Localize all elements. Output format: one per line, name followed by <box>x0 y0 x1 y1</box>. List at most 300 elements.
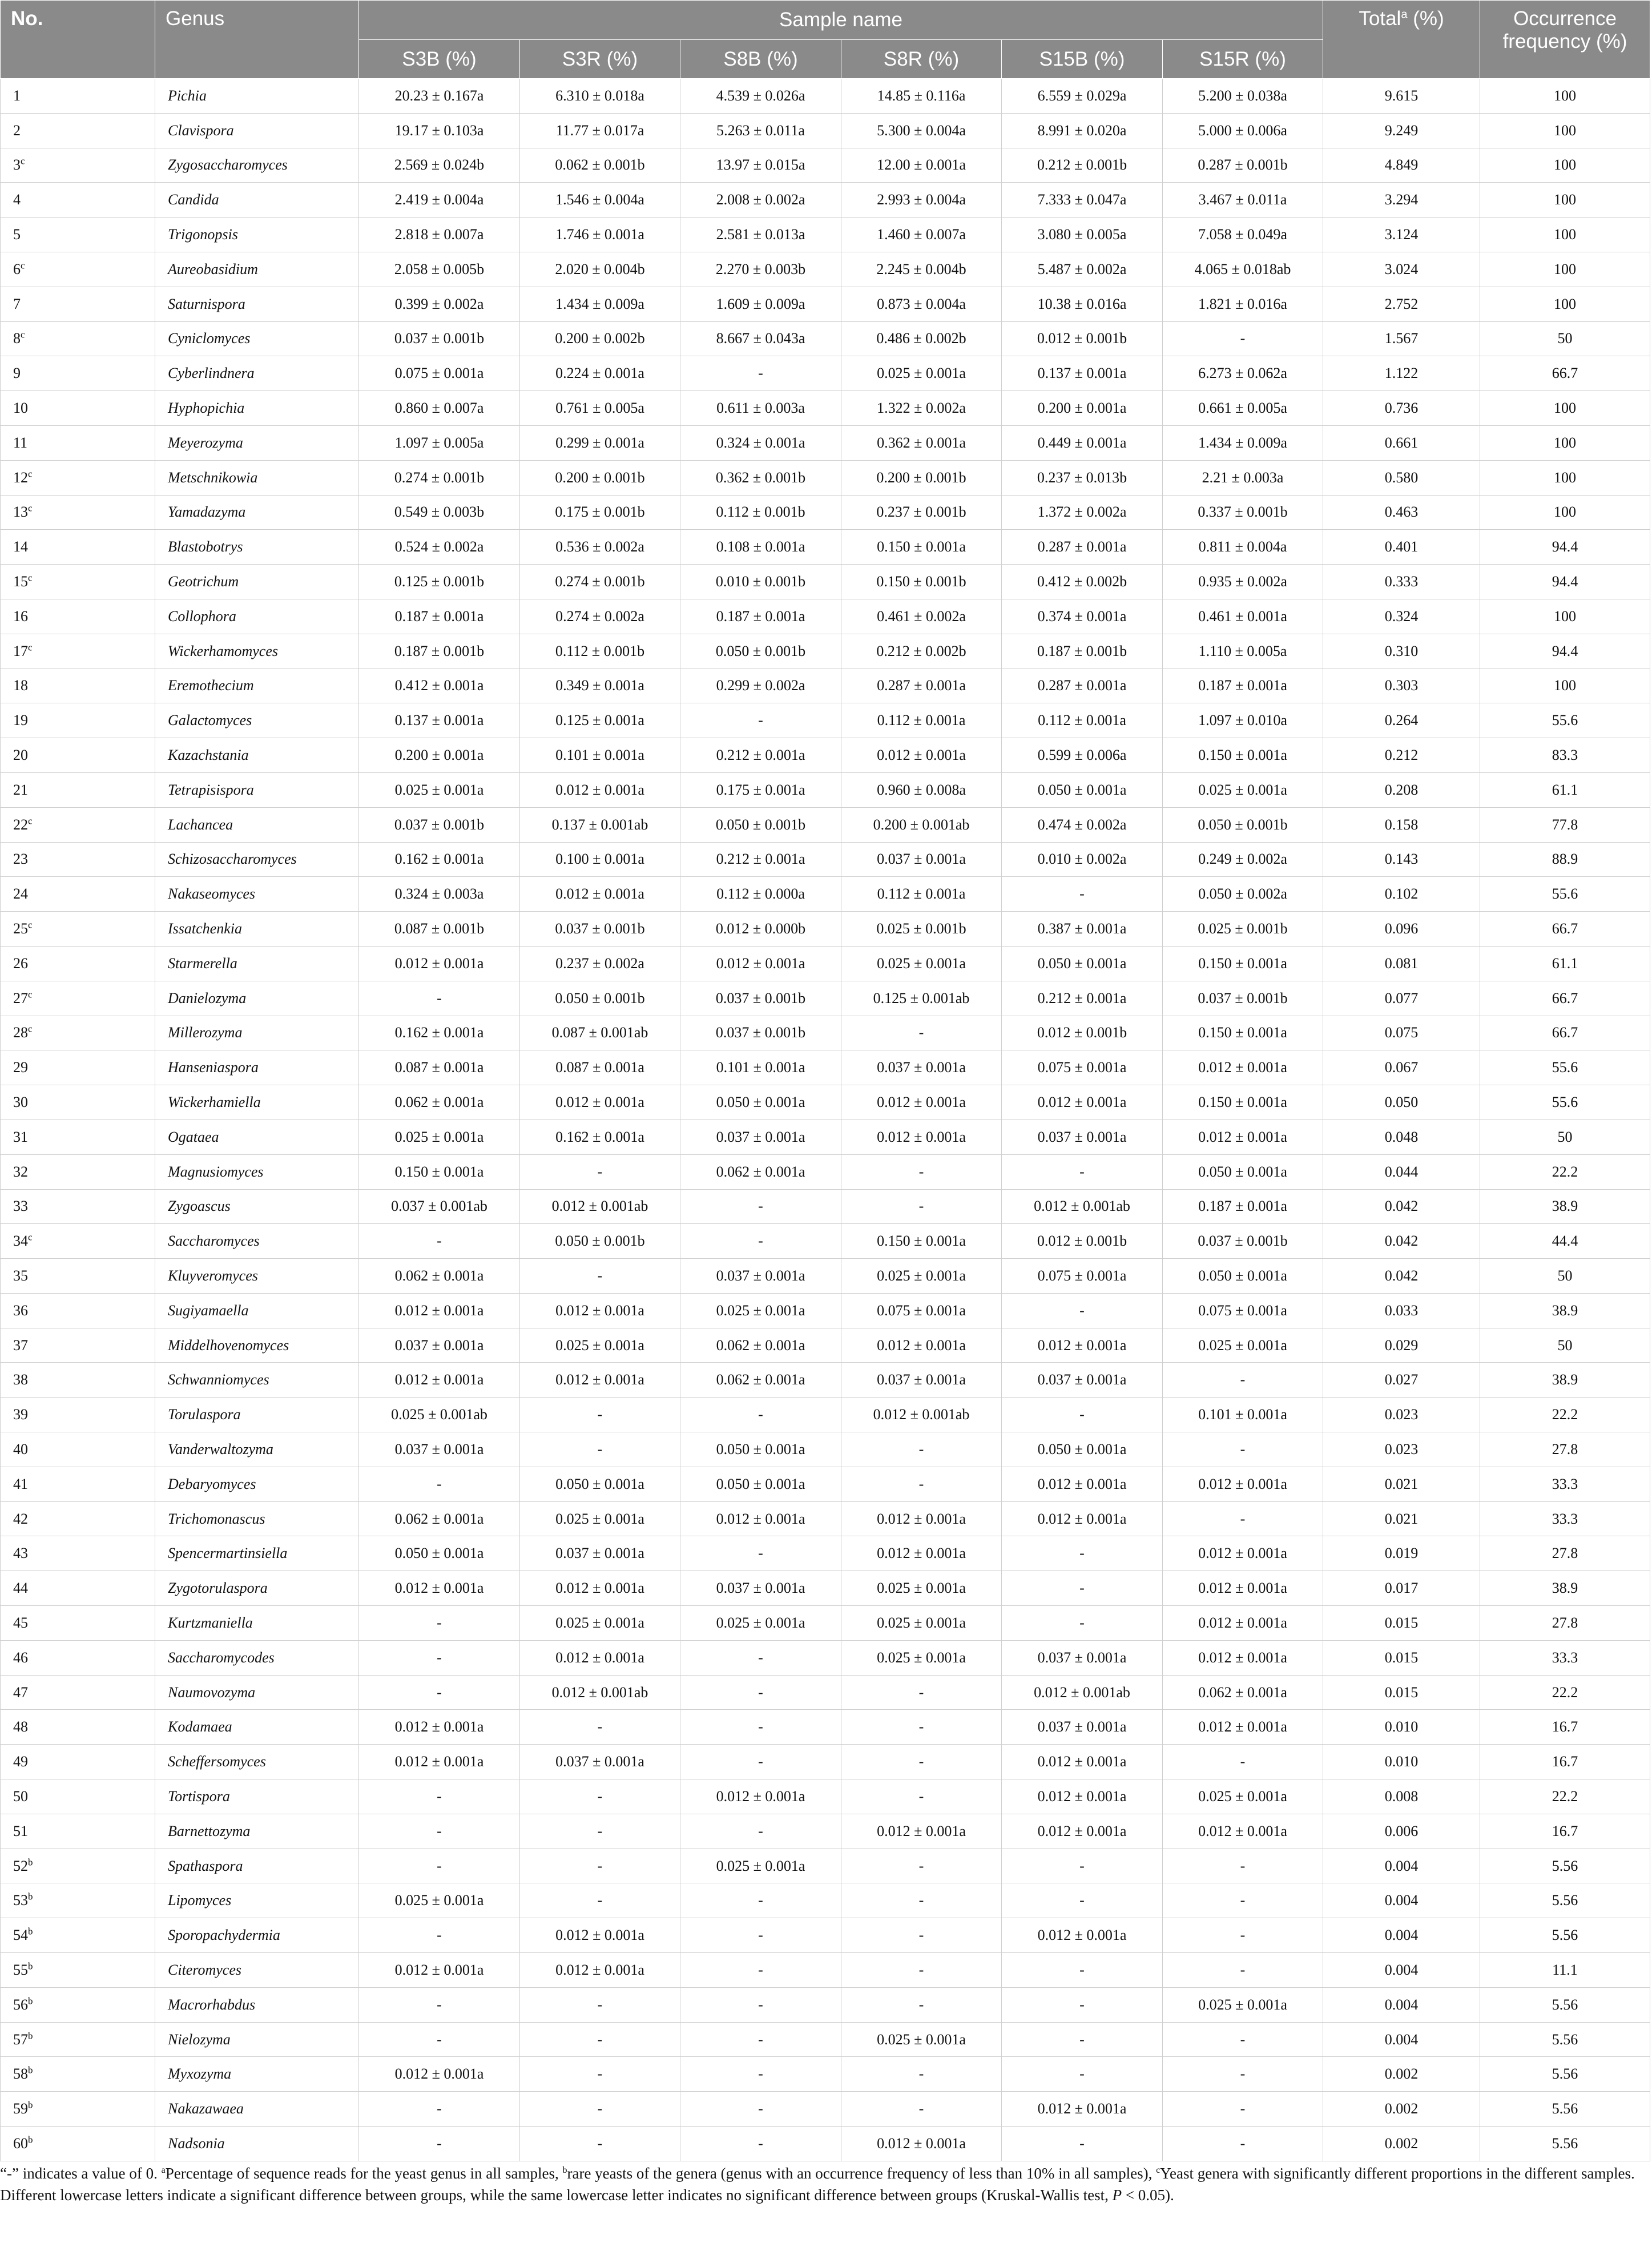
table-row <box>1 1363 1650 1398</box>
cell-s15r: 0.050 ± 0.001b <box>1163 807 1323 842</box>
cell-s15r: 0.037 ± 0.001b <box>1163 1224 1323 1259</box>
cell-s15b: - <box>1002 1398 1163 1432</box>
cell-s15b: 0.200 ± 0.001a <box>1002 391 1163 426</box>
cell-s15r: 0.249 ± 0.002a <box>1163 842 1323 877</box>
row-number: 7 <box>13 295 21 312</box>
cell-s8r: - <box>841 1154 1002 1189</box>
cell-s3b: 2.419 ± 0.004a <box>359 183 520 218</box>
cell-s3r: 0.025 ± 0.001a <box>520 1328 680 1363</box>
table-row <box>1 1189 1650 1224</box>
cell-s3b: 0.137 ± 0.001a <box>359 703 520 738</box>
cell-genus: Metschnikowia <box>155 460 359 495</box>
cell-total: 2.752 <box>1323 287 1480 321</box>
cell-no <box>1 1675 155 1710</box>
table-row <box>1 252 1650 287</box>
cell-s15b: 0.012 ± 0.001ab <box>1002 1675 1163 1710</box>
table-row <box>1 1536 1650 1571</box>
cell-s8b: 0.037 ± 0.001b <box>680 981 841 1016</box>
cell-genus: Nakazawaea <box>155 2092 359 2127</box>
cell-genus: Starmerella <box>155 946 359 981</box>
cell-total: 0.019 <box>1323 1536 1480 1571</box>
cell-s3r: 0.050 ± 0.001a <box>520 1467 680 1501</box>
cell-s8b: 2.270 ± 0.003b <box>680 252 841 287</box>
cell-s8b: - <box>680 1189 841 1224</box>
cell-s15r: 0.050 ± 0.001a <box>1163 1259 1323 1294</box>
cell-s3b: 0.200 ± 0.001a <box>359 738 520 773</box>
cell-s3r: 0.274 ± 0.001b <box>520 565 680 599</box>
cell-s8b: 0.062 ± 0.001a <box>680 1328 841 1363</box>
row-number: 26 <box>13 955 28 972</box>
cell-genus: Yamadazyma <box>155 495 359 530</box>
cell-total: 0.004 <box>1323 1918 1480 1953</box>
cell-occurrence: 5.56 <box>1480 2022 1650 2057</box>
cell-genus: Nakaseomyces <box>155 877 359 912</box>
footnote-sup-a: a <box>161 2165 166 2175</box>
cell-occurrence: 5.56 <box>1480 1918 1650 1953</box>
cell-genus: Schizosaccharomyces <box>155 842 359 877</box>
cell-no <box>1 1363 155 1398</box>
cell-occurrence: 50 <box>1480 1259 1650 1294</box>
table-row <box>1 1016 1650 1050</box>
cell-s8r: 0.025 ± 0.001a <box>841 1640 1002 1675</box>
cell-no <box>1 2022 155 2057</box>
cell-s3r: - <box>520 2127 680 2161</box>
cell-s3b: 0.549 ± 0.003b <box>359 495 520 530</box>
cell-s15b: 3.080 ± 0.005a <box>1002 218 1163 252</box>
row-number: 38 <box>13 1371 28 1388</box>
cell-s15r: 0.287 ± 0.001b <box>1163 148 1323 183</box>
cell-no <box>1 1918 155 1953</box>
cell-total: 3.294 <box>1323 183 1480 218</box>
cell-s15b: 0.012 ± 0.001b <box>1002 1224 1163 1259</box>
row-number: 22 <box>13 816 28 833</box>
cell-occurrence: 55.6 <box>1480 877 1650 912</box>
cell-s15r: 0.012 ± 0.001a <box>1163 1050 1323 1085</box>
row-number: 39 <box>13 1406 28 1423</box>
cell-s15r: 0.150 ± 0.001a <box>1163 946 1323 981</box>
cell-s3b: 20.23 ± 0.167a <box>359 79 520 114</box>
cell-s3b: - <box>359 1606 520 1641</box>
cell-s15b: 0.012 ± 0.001a <box>1002 1085 1163 1120</box>
cell-s15r: 6.273 ± 0.062a <box>1163 356 1323 391</box>
cell-s3b: - <box>359 1918 520 1953</box>
cell-s15b: 0.287 ± 0.001a <box>1002 530 1163 565</box>
cell-total: 1.122 <box>1323 356 1480 391</box>
cell-s8b: - <box>680 1640 841 1675</box>
cell-genus: Hyphopichia <box>155 391 359 426</box>
cell-s15b: - <box>1002 1536 1163 1571</box>
cell-no <box>1 2127 155 2161</box>
cell-s8r: 0.237 ± 0.001b <box>841 495 1002 530</box>
table-row <box>1 1779 1650 1814</box>
cell-occurrence: 83.3 <box>1480 738 1650 773</box>
header-total <box>1323 1 1480 79</box>
cell-total: 0.401 <box>1323 530 1480 565</box>
cell-s8r: 0.461 ± 0.002a <box>841 599 1002 634</box>
cell-s15b: 0.012 ± 0.001a <box>1002 1814 1163 1849</box>
cell-occurrence: 100 <box>1480 391 1650 426</box>
table-row <box>1 113 1650 148</box>
table-row <box>1 946 1650 981</box>
cell-total: 0.077 <box>1323 981 1480 1016</box>
cell-s8b: 0.212 ± 0.001a <box>680 842 841 877</box>
cell-s15b: 0.474 ± 0.002a <box>1002 807 1163 842</box>
cell-occurrence: 100 <box>1480 79 1650 114</box>
row-number: 12 <box>13 469 28 486</box>
cell-no <box>1 425 155 460</box>
cell-s8r: 0.025 ± 0.001a <box>841 1571 1002 1606</box>
cell-s3r: 0.200 ± 0.001b <box>520 460 680 495</box>
table-row <box>1 1710 1650 1745</box>
row-number: 29 <box>13 1059 28 1076</box>
row-number: 31 <box>13 1128 28 1145</box>
header-no: No. <box>1 1 155 79</box>
cell-occurrence: 55.6 <box>1480 703 1650 738</box>
row-number: 8 <box>13 330 21 347</box>
cell-genus: Lachancea <box>155 807 359 842</box>
row-number: 20 <box>13 747 28 764</box>
cell-genus: Millerozyma <box>155 1016 359 1050</box>
cell-total: 0.102 <box>1323 877 1480 912</box>
row-number: 41 <box>13 1475 28 1492</box>
row-number: 34 <box>13 1233 28 1250</box>
row-number: 44 <box>13 1580 28 1597</box>
table-row <box>1 1640 1650 1675</box>
cell-genus: Cyberlindnera <box>155 356 359 391</box>
cell-s3r: - <box>520 1710 680 1745</box>
cell-genus: Issatchenkia <box>155 912 359 947</box>
cell-s3b: 0.187 ± 0.001a <box>359 599 520 634</box>
cell-total: 0.736 <box>1323 391 1480 426</box>
cell-genus: Torulaspora <box>155 1398 359 1432</box>
cell-s3b: 0.125 ± 0.001b <box>359 565 520 599</box>
cell-s15b: 0.112 ± 0.001a <box>1002 703 1163 738</box>
table-row <box>1 599 1650 634</box>
table-row <box>1 912 1650 947</box>
row-note-marker: b <box>28 1995 33 2007</box>
cell-s8b: 0.025 ± 0.001a <box>680 1606 841 1641</box>
cell-s15r: - <box>1163 1918 1323 1953</box>
cell-s15b: 0.212 ± 0.001b <box>1002 148 1163 183</box>
cell-s8b: 2.008 ± 0.002a <box>680 183 841 218</box>
cell-no <box>1 1779 155 1814</box>
cell-occurrence: 100 <box>1480 252 1650 287</box>
cell-genus: Wickerhamiella <box>155 1085 359 1120</box>
cell-s3r: 0.025 ± 0.001a <box>520 1501 680 1536</box>
table-row <box>1 1467 1650 1501</box>
row-number: 5 <box>13 226 21 243</box>
cell-s8b: 0.037 ± 0.001a <box>680 1571 841 1606</box>
cell-s8r: - <box>841 2057 1002 2092</box>
cell-total: 0.143 <box>1323 842 1480 877</box>
cell-genus: Danielozyma <box>155 981 359 1016</box>
cell-s8r: 0.012 ± 0.001a <box>841 1501 1002 1536</box>
row-number: 4 <box>13 191 21 208</box>
cell-s3r: - <box>520 1849 680 1883</box>
cell-s15r: 1.110 ± 0.005a <box>1163 634 1323 669</box>
table-row <box>1 287 1650 321</box>
cell-s8b: 2.581 ± 0.013a <box>680 218 841 252</box>
cell-s3r: 0.012 ± 0.001a <box>520 1293 680 1328</box>
cell-s8b: 0.012 ± 0.001a <box>680 1779 841 1814</box>
cell-s15b: 0.012 ± 0.001a <box>1002 1779 1163 1814</box>
cell-s3b: 0.025 ± 0.001a <box>359 1120 520 1154</box>
cell-s8b: 0.025 ± 0.001a <box>680 1849 841 1883</box>
cell-total: 0.010 <box>1323 1745 1480 1779</box>
cell-s8r: 0.212 ± 0.002b <box>841 634 1002 669</box>
table-row <box>1 425 1650 460</box>
cell-occurrence: 100 <box>1480 669 1650 703</box>
cell-s15r: - <box>1163 2057 1323 2092</box>
cell-s8b: 0.187 ± 0.001a <box>680 599 841 634</box>
cell-no <box>1 183 155 218</box>
cell-total: 0.067 <box>1323 1050 1480 1085</box>
cell-s15b: 0.012 ± 0.001a <box>1002 1918 1163 1953</box>
cell-s8b: 5.263 ± 0.011a <box>680 113 841 148</box>
cell-s3b: 2.818 ± 0.007a <box>359 218 520 252</box>
footnote-sup-b: b <box>562 2165 567 2175</box>
cell-s3r: 0.050 ± 0.001b <box>520 1224 680 1259</box>
cell-s8r: - <box>841 1432 1002 1467</box>
cell-s3b: - <box>359 1675 520 1710</box>
cell-no <box>1 1120 155 1154</box>
table-row <box>1 1224 1650 1259</box>
cell-s8b: 0.324 ± 0.001a <box>680 425 841 460</box>
cell-s8b: 0.010 ± 0.001b <box>680 565 841 599</box>
cell-s8r: - <box>841 1675 1002 1710</box>
row-note-marker: b <box>28 1891 33 1902</box>
cell-s3r: 0.087 ± 0.001ab <box>520 1016 680 1050</box>
cell-no <box>1 634 155 669</box>
cell-s8b: - <box>680 1987 841 2022</box>
cell-s8r: 0.025 ± 0.001a <box>841 1606 1002 1641</box>
row-note-marker: b <box>28 1926 33 1937</box>
header-col-s8b: S8B (%) <box>680 40 841 79</box>
row-number: 28 <box>13 1024 28 1041</box>
cell-s3b: 0.087 ± 0.001a <box>359 1050 520 1085</box>
cell-genus: Magnusiomyces <box>155 1154 359 1189</box>
cell-s3r: 0.012 ± 0.001a <box>520 1953 680 1988</box>
cell-occurrence: 50 <box>1480 1328 1650 1363</box>
cell-occurrence: 100 <box>1480 113 1650 148</box>
table-row <box>1 2127 1650 2161</box>
table-row <box>1 1293 1650 1328</box>
cell-s8r: 0.012 ± 0.001a <box>841 1120 1002 1154</box>
table-row <box>1 1987 1650 2022</box>
row-number: 53 <box>13 1892 28 1909</box>
cell-s15b: - <box>1002 1953 1163 1988</box>
table-row <box>1 218 1650 252</box>
cell-s15b: 0.037 ± 0.001a <box>1002 1120 1163 1154</box>
cell-genus: Galactomyces <box>155 703 359 738</box>
cell-s15r: 0.811 ± 0.004a <box>1163 530 1323 565</box>
cell-s15r: 0.050 ± 0.002a <box>1163 877 1323 912</box>
table-row <box>1 1571 1650 1606</box>
table-row <box>1 2092 1650 2127</box>
header-col-s3r: S3R (%) <box>520 40 680 79</box>
cell-s3b: 0.012 ± 0.001a <box>359 1363 520 1398</box>
cell-s15b: 6.559 ± 0.029a <box>1002 79 1163 114</box>
row-note-marker: c <box>28 815 33 826</box>
cell-s8r: 0.012 ± 0.001a <box>841 738 1002 773</box>
cell-s8b: - <box>680 1224 841 1259</box>
cell-s8r: 0.112 ± 0.001a <box>841 703 1002 738</box>
cell-s3r: 0.012 ± 0.001ab <box>520 1189 680 1224</box>
cell-s8b: 0.101 ± 0.001a <box>680 1050 841 1085</box>
cell-occurrence: 27.8 <box>1480 1432 1650 1467</box>
cell-s15r: 0.461 ± 0.001a <box>1163 599 1323 634</box>
cell-no <box>1 946 155 981</box>
row-note-marker: c <box>28 1023 33 1034</box>
cell-s8r: 1.460 ± 0.007a <box>841 218 1002 252</box>
cell-s8r: - <box>841 1745 1002 1779</box>
cell-no <box>1 252 155 287</box>
cell-s15r: 2.21 ± 0.003a <box>1163 460 1323 495</box>
cell-s15r: 0.150 ± 0.001a <box>1163 738 1323 773</box>
cell-s8b: 8.667 ± 0.043a <box>680 321 841 356</box>
cell-s8b: - <box>680 1710 841 1745</box>
cell-total: 0.096 <box>1323 912 1480 947</box>
cell-s8r: - <box>841 1849 1002 1883</box>
cell-total: 0.023 <box>1323 1432 1480 1467</box>
cell-s3r: 0.012 ± 0.001a <box>520 772 680 807</box>
cell-s8b: 0.062 ± 0.001a <box>680 1154 841 1189</box>
cell-s8b: 1.609 ± 0.009a <box>680 287 841 321</box>
cell-genus: Macrorhabdus <box>155 1987 359 2022</box>
row-number: 11 <box>13 434 28 451</box>
row-number: 35 <box>13 1267 28 1284</box>
row-note-marker: c <box>28 1231 33 1243</box>
cell-s3b: 0.012 ± 0.001a <box>359 1571 520 1606</box>
cell-no <box>1 1259 155 1294</box>
row-number: 24 <box>13 885 28 903</box>
cell-s3b: 0.062 ± 0.001a <box>359 1085 520 1120</box>
cell-no <box>1 1467 155 1501</box>
cell-total: 0.042 <box>1323 1259 1480 1294</box>
cell-genus: Candida <box>155 183 359 218</box>
cell-genus: Tetrapisispora <box>155 772 359 807</box>
cell-s15b: 0.075 ± 0.001a <box>1002 1259 1163 1294</box>
cell-s8r: 0.025 ± 0.001a <box>841 946 1002 981</box>
cell-s8b: 0.112 ± 0.000a <box>680 877 841 912</box>
cell-genus: Scheffersomyces <box>155 1745 359 1779</box>
cell-genus: Clavispora <box>155 113 359 148</box>
cell-s8b: 0.012 ± 0.001a <box>680 946 841 981</box>
cell-total: 4.849 <box>1323 148 1480 183</box>
cell-s8b: 0.212 ± 0.001a <box>680 738 841 773</box>
row-number: 17 <box>13 642 28 659</box>
cell-genus: Zygotorulaspora <box>155 1571 359 1606</box>
cell-s3b: 0.860 ± 0.007a <box>359 391 520 426</box>
cell-s3b: 0.037 ± 0.001a <box>359 1432 520 1467</box>
table-row <box>1 2022 1650 2057</box>
table-row <box>1 807 1650 842</box>
cell-total: 0.004 <box>1323 2022 1480 2057</box>
header-occurrence: Occurrence frequency (%) <box>1480 1 1650 79</box>
cell-s8b: - <box>680 1953 841 1988</box>
cell-s3r: 0.761 ± 0.005a <box>520 391 680 426</box>
cell-no <box>1 1745 155 1779</box>
cell-no <box>1 1293 155 1328</box>
cell-s8b: - <box>680 2127 841 2161</box>
table-row <box>1 1745 1650 1779</box>
table-row <box>1 1814 1650 1849</box>
table-row <box>1 981 1650 1016</box>
cell-s8r: 0.025 ± 0.001b <box>841 912 1002 947</box>
cell-no <box>1 1536 155 1571</box>
cell-occurrence: 22.2 <box>1480 1675 1650 1710</box>
row-number: 45 <box>13 1614 28 1631</box>
cell-s3r: 0.012 ± 0.001ab <box>520 1675 680 1710</box>
row-number: 13 <box>13 504 28 521</box>
cell-s3r: 11.77 ± 0.017a <box>520 113 680 148</box>
row-number: 15 <box>13 573 28 590</box>
cell-occurrence: 66.7 <box>1480 912 1650 947</box>
cell-genus: Middelhovenomyces <box>155 1328 359 1363</box>
footnote <box>0 2163 1644 2206</box>
row-number: 46 <box>13 1649 28 1666</box>
row-number: 37 <box>13 1336 28 1354</box>
cell-no <box>1 807 155 842</box>
cell-s8r: 2.993 ± 0.004a <box>841 183 1002 218</box>
table-row <box>1 148 1650 183</box>
cell-s3r: 0.349 ± 0.001a <box>520 669 680 703</box>
cell-no <box>1 1085 155 1120</box>
table-row <box>1 2057 1650 2092</box>
cell-total: 0.580 <box>1323 460 1480 495</box>
cell-s3b: 0.324 ± 0.003a <box>359 877 520 912</box>
cell-no <box>1 287 155 321</box>
cell-s15r: 5.200 ± 0.038a <box>1163 79 1323 114</box>
cell-s8r: 0.025 ± 0.001a <box>841 356 1002 391</box>
cell-s3b: 0.150 ± 0.001a <box>359 1154 520 1189</box>
cell-occurrence: 38.9 <box>1480 1363 1650 1398</box>
cell-occurrence: 100 <box>1480 495 1650 530</box>
row-number: 42 <box>13 1510 28 1527</box>
row-number: 40 <box>13 1440 28 1457</box>
table-row <box>1 842 1650 877</box>
cell-occurrence: 33.3 <box>1480 1640 1650 1675</box>
cell-total: 0.004 <box>1323 1953 1480 1988</box>
table-row <box>1 1606 1650 1641</box>
cell-s15r: 1.434 ± 0.009a <box>1163 425 1323 460</box>
header-col-s15r: S15R (%) <box>1163 40 1323 79</box>
cell-s15b: 0.012 ± 0.001b <box>1002 321 1163 356</box>
cell-s8r: 0.200 ± 0.001b <box>841 460 1002 495</box>
row-number: 9 <box>13 365 21 382</box>
row-note-marker: c <box>28 641 33 653</box>
cell-s15r: 5.000 ± 0.006a <box>1163 113 1323 148</box>
table-row <box>1 669 1650 703</box>
cell-s3b: 0.162 ± 0.001a <box>359 842 520 877</box>
row-number: 36 <box>13 1302 28 1319</box>
cell-s15r: - <box>1163 1363 1323 1398</box>
cell-s15b: 0.037 ± 0.001a <box>1002 1363 1163 1398</box>
cell-occurrence: 5.56 <box>1480 1883 1650 1918</box>
cell-genus: Meyerozyma <box>155 425 359 460</box>
cell-s8r: 5.300 ± 0.004a <box>841 113 1002 148</box>
row-note-marker: c <box>21 329 25 340</box>
table-row <box>1 1883 1650 1918</box>
cell-no <box>1 218 155 252</box>
cell-total: 0.212 <box>1323 738 1480 773</box>
row-note-marker: c <box>28 572 33 583</box>
cell-s8r: 0.025 ± 0.001a <box>841 2022 1002 2057</box>
cell-total: 1.567 <box>1323 321 1480 356</box>
row-number: 18 <box>13 677 28 694</box>
cell-s15b: 0.449 ± 0.001a <box>1002 425 1163 460</box>
cell-s15r: - <box>1163 1849 1323 1883</box>
